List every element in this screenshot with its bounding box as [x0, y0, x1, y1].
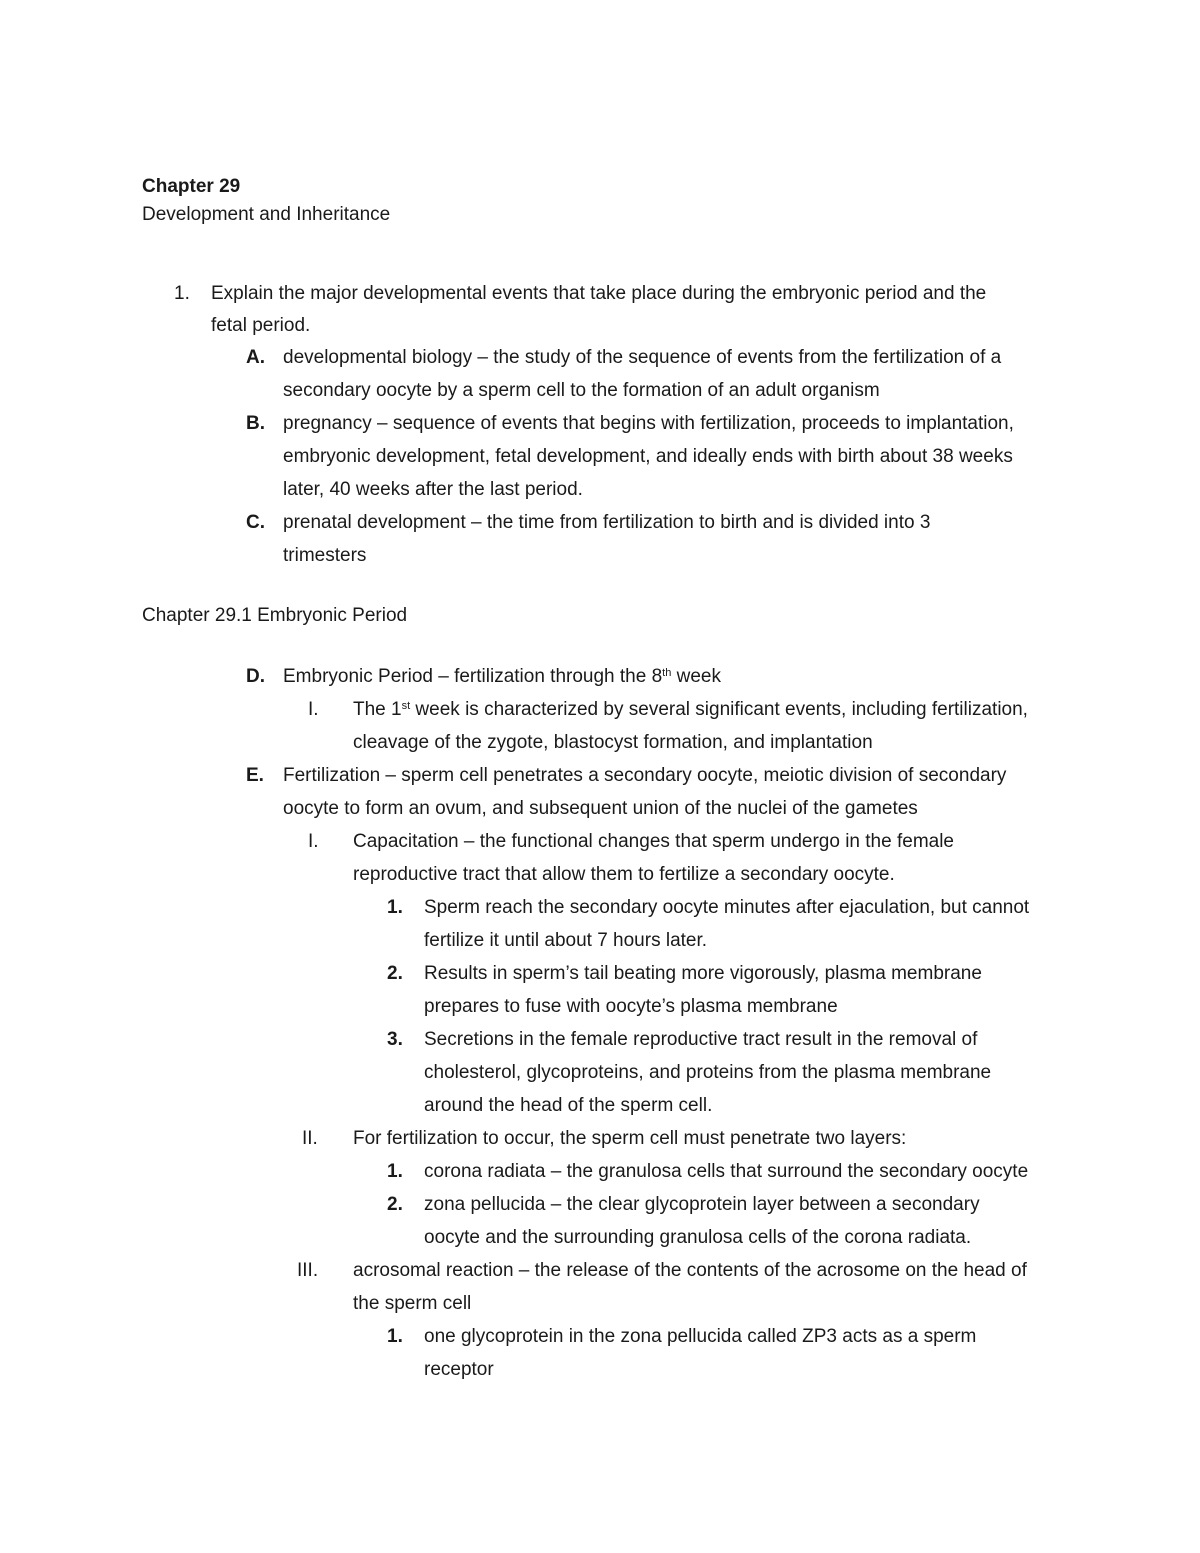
item-b-line-3: later, 40 weeks after the last period.	[283, 479, 583, 500]
item-d-line-1: Embryonic Period – fertilization through the 8th week	[283, 666, 721, 687]
item-e-ii-2-line-2: oocyte and the surrounding granulosa cells of the corona radiata.	[424, 1227, 972, 1248]
item-e-ii-2-line-1: zona pellucida – the clear glycoprotein layer between a secondary	[424, 1194, 980, 1215]
chapter-title: Chapter 29	[142, 176, 241, 197]
item-e-i-3-marker: 3.	[387, 1029, 403, 1050]
item-e-i-3-line-1: Secretions in the female reproductive tract result in the removal of	[424, 1029, 978, 1050]
item-c-marker: C.	[246, 512, 265, 533]
item-e-iii-marker: III.	[297, 1260, 319, 1281]
item-e-marker: E.	[246, 765, 264, 786]
item-e-iii-1-line-1: one glycoprotein in the zona pellucida called ZP3 acts as a sperm	[424, 1326, 977, 1347]
item-e-ii-marker: II.	[302, 1128, 318, 1149]
item-c-line-1: prenatal development – the time from fertilization to birth and is divided into 3	[283, 512, 931, 533]
section-heading: Chapter 29.1 Embryonic Period	[142, 605, 408, 626]
item-d-marker: D.	[246, 666, 265, 687]
item-e-i-1-line-1: Sperm reach the secondary oocyte minutes after ejaculation, but cannot	[424, 897, 1030, 918]
item-e-iii-line-2: the sperm cell	[353, 1293, 472, 1314]
item-a-marker: A.	[246, 347, 265, 368]
item-e-iii-line-1: acrosomal reaction – the release of the contents of the acrosome on the head of	[353, 1260, 1027, 1281]
item-e-i-3-line-2: cholesterol, glycoproteins, and proteins from the plasma membrane	[424, 1062, 992, 1083]
item-e-i-2-line-1: Results in sperm’s tail beating more vigorously, plasma membrane	[424, 963, 982, 984]
item-1-line-1: Explain the major developmental events that take place during the embryonic period and the	[211, 283, 987, 304]
item-e-i-line-1: Capacitation – the functional changes that sperm undergo in the female	[353, 831, 954, 852]
item-d-i-marker: I.	[308, 699, 319, 720]
item-e-ii-1-marker: 1.	[387, 1161, 403, 1182]
item-e-i-2-marker: 2.	[387, 963, 403, 984]
item-e-ii-line-1: For fertilization to occur, the sperm cell must penetrate two layers:	[353, 1128, 907, 1149]
item-a-line-2: secondary oocyte by a sperm cell to the formation of an adult organism	[283, 380, 880, 401]
item-d-i-line-1: The 1st week is characterized by several significant events, including fertilization,	[353, 699, 1028, 720]
item-b-line-1: pregnancy – sequence of events that begins with fertilization, proceeds to implantation,	[283, 413, 1014, 434]
item-e-i-1-line-2: fertilize it until about 7 hours later.	[424, 930, 708, 951]
item-e-ii-2-marker: 2.	[387, 1194, 403, 1215]
item-e-iii-1-line-2: receptor	[424, 1359, 494, 1380]
item-1-marker: 1.	[174, 283, 190, 304]
item-e-i-line-2: reproductive tract that allow them to fertilize a secondary oocyte.	[353, 864, 895, 885]
item-e-i-2-line-2: prepares to fuse with oocyte’s plasma membrane	[424, 996, 838, 1017]
item-e-i-3-line-3: around the head of the sperm cell.	[424, 1095, 713, 1116]
item-a-line-1: developmental biology – the study of the sequence of events from the fertilization of a	[283, 347, 1002, 368]
item-c-line-2: trimesters	[283, 545, 367, 566]
item-1-line-2: fetal period.	[211, 315, 311, 336]
chapter-subtitle: Development and Inheritance	[142, 204, 391, 225]
item-e-i-marker: I.	[308, 831, 319, 852]
item-e-i-1-marker: 1.	[387, 897, 403, 918]
item-e-ii-1-line-1: corona radiata – the granulosa cells that surround the secondary oocyte	[424, 1161, 1029, 1182]
item-e-line-2: oocyte to form an ovum, and subsequent union of the nuclei of the gametes	[283, 798, 918, 819]
item-b-marker: B.	[246, 413, 265, 434]
item-d-i-line-2: cleavage of the zygote, blastocyst formation, and implantation	[353, 732, 873, 753]
item-e-line-1: Fertilization – sperm cell penetrates a secondary oocyte, meiotic division of secondary	[283, 765, 1007, 786]
item-e-iii-1-marker: 1.	[387, 1326, 403, 1347]
item-b-line-2: embryonic development, fetal development, and ideally ends with birth about 38 weeks	[283, 446, 1013, 467]
